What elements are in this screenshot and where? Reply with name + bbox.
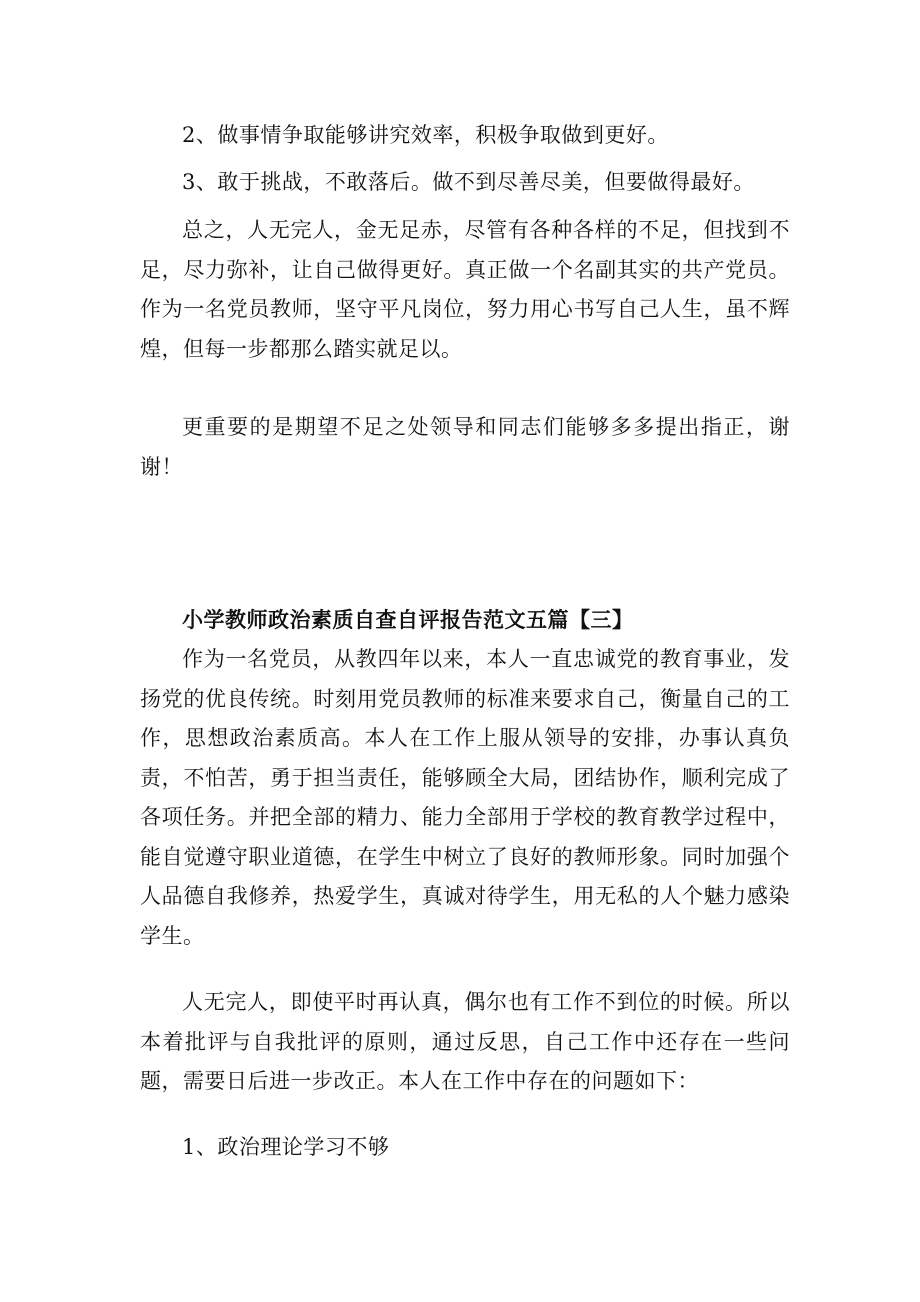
list-item-theory: 1、政治理论学习不够 xyxy=(182,1135,390,1159)
paragraph-thanks: 更重要的是期望不足之处领导和同志们能够多多提出指正，谢谢！ xyxy=(140,415,790,479)
paragraph-conclusion: 总之，人无完人，金无足赤，尽管有各种各样的不足，但找到不足，尽力弥补，让自己做得更好。真正做一个名副其实的共产党员。作为一名党员教师，坚守平凡岗位，努力用心书写自己人生，虽不辉煌，但每一步都那么踏实就足以。 xyxy=(140,218,790,361)
list-item-efficiency: 2、做事情争取能够讲究效率，积极争取做到更好。 xyxy=(182,123,669,147)
paragraph-intro: 作为一名党员，从教四年以来，本人一直忠诚党的教育事业，发扬党的优良传统。时刻用党员教师的标准来要求自己，衡量自己的工作，思想政治素质高。本人在工作上服从领导的安排，办事认真负责，不怕苦，勇于担当责任，能够顾全大局，团结协作，顺利完成了各项任务。并把全部的精力、能力全部用于学校的教育教学过程中，能自觉遵守职业道德，在学生中树立了良好的教师形象。同时加强个人品德自我修养，热爱学生，真诚对待学生，用无私的人个魅力感染学生。 xyxy=(140,647,790,948)
section-title: 小学教师政治素质自查自评报告范文五篇【三】 xyxy=(182,607,634,632)
list-item-challenge: 3、敢于挑战，不敢落后。做不到尽善尽美，但要做得最好。 xyxy=(182,170,755,194)
paragraph-problems: 人无完人，即使平时再认真，偶尔也有工作不到位的时候。所以本着批评与自我批评的原则，通过反思，自己工作中还存在一些问题，需要日后进一步改正。本人在工作中存在的问题如下： xyxy=(140,990,790,1093)
